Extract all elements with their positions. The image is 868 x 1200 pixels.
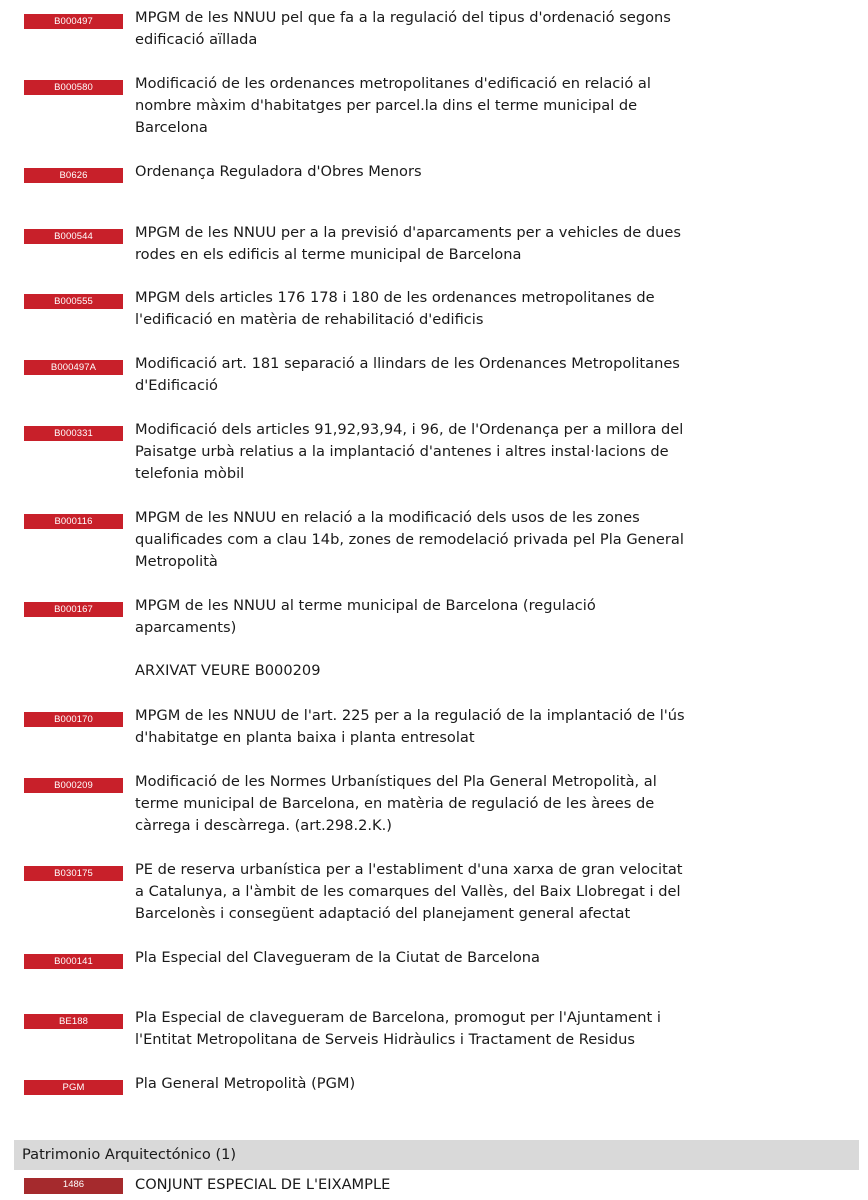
entry-title: Modificació dels articles 91,92,93,94, i 96, de l'Ordenança per a millora del Paisatge urbà relatius a la implantació d'antenes i altres instal·lacions de telefonia mòbil	[135, 421, 684, 482]
entry-title: MPGM de les NNUU al terme municipal de Barcelona (regulació aparcaments)	[135, 597, 596, 636]
code-badge[interactable]: B000555	[24, 294, 123, 309]
patrimonio-section-header	[14, 1140, 859, 1170]
entry-title: MPGM dels articles 176 178 i 180 de les ordenances metropolitanes de l'edificació en matèria de rehabilitació d'edificis	[135, 289, 655, 328]
code-badge[interactable]: B000167	[24, 602, 123, 617]
entry-title: Modificació art. 181 separació a llindars de les Ordenances Metropolitanes d'Edificació	[135, 355, 680, 394]
entry-title: Modificació de les Normes Urbanístiques del Pla General Metropolità, al terme municipal de Barcelona, en matèria de regulació de les àrees de càrrega i descàrrega. (art.298.2.K.)	[135, 773, 657, 834]
code-badge[interactable]: B030175	[24, 866, 123, 881]
entry-title: MPGM de les NNUU de l'art. 225 per a la regulació de la implantació de l'ús d'habitatge en planta baixa i planta entresolat	[135, 707, 685, 746]
patrimonio-item-title: CONJUNT ESPECIAL DE L'EIXAMPLE	[135, 1176, 391, 1193]
entry-title: Modificació de les ordenances metropolitanes d'edificació en relació al nombre màxim d'habitatges per parcel.la dins el terme municipal de Barcelona	[135, 75, 651, 136]
code-badge[interactable]: B000580	[24, 80, 123, 95]
code-badge[interactable]: PGM	[24, 1080, 123, 1095]
code-badge[interactable]: B000170	[24, 712, 123, 727]
entry-title: MPGM de les NNUU per a la previsió d'aparcaments per a vehicles de dues rodes en els edificis al terme municipal de Barcelona	[135, 224, 681, 263]
code-badge[interactable]: B0626	[24, 168, 123, 183]
entry-title: Pla General Metropolità (PGM)	[135, 1075, 356, 1092]
code-badge[interactable]: B000544	[24, 229, 123, 244]
entry-title: Pla Especial del Clavegueram de la Ciutat de Barcelona	[135, 949, 540, 966]
code-badge[interactable]: B000497	[24, 14, 123, 29]
entry-title: MPGM de les NNUU pel que fa a la regulació del tipus d'ordenació segons edificació aïllada	[135, 9, 671, 48]
code-badge[interactable]: BE188	[24, 1014, 123, 1029]
archive-note: ARXIVAT VEURE B000209	[135, 662, 321, 679]
entry-title: Pla Especial de clavegueram de Barcelona, promogut per l'Ajuntament i l'Entitat Metropolitana de Serveis Hidràulics i Tractament de Residus	[135, 1009, 661, 1048]
code-badge[interactable]: B000497A	[24, 360, 123, 375]
code-badge[interactable]: B000116	[24, 514, 123, 529]
entry-title: Ordenança Reguladora d'Obres Menors	[135, 163, 422, 180]
code-badge[interactable]: B000331	[24, 426, 123, 441]
entry-title: PE de reserva urbanística per a l'establiment d'una xarxa de gran velocitat a Catalunya, a l'àmbit de les comarques del Vallès, del Baix Llobregat i del Barcelonès i consegüent adaptació del planejament general afectat	[135, 861, 683, 922]
section-title: Patrimonio Arquitectónico (1)	[22, 1146, 237, 1163]
code-badge[interactable]: B000141	[24, 954, 123, 969]
entry-title: MPGM de les NNUU en relació a la modificació dels usos de les zones qualificades com a clau 14b, zones de remodelació privada pel Pla General Metropolità	[135, 509, 684, 570]
code-badge[interactable]: B000209	[24, 778, 123, 793]
patrimonio-code-badge[interactable]: 1486	[24, 1178, 123, 1194]
